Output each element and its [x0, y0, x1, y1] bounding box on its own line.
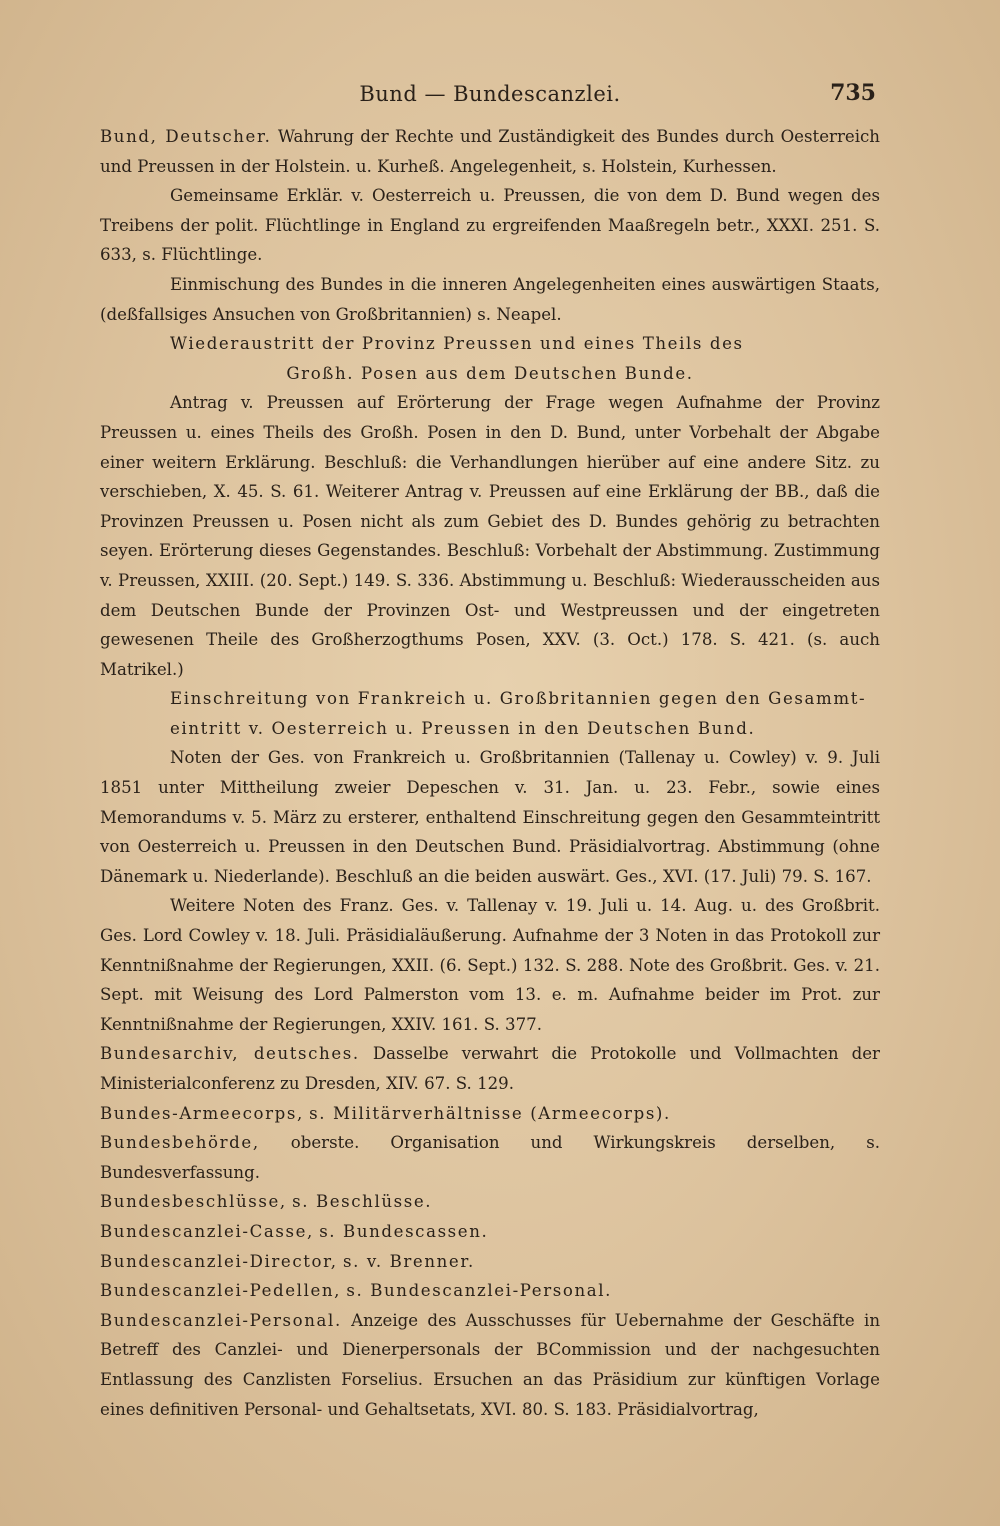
entry-text: Anzeige des Ausschusses für Uebernahme der Geschäfte in Betreff des Canzlei- und Dienerpersonals der BCommission und der nachgesuchten Entlassung des Canzlisten Forselius. Ersuchen an das Präsidium zur künftigen Vorlage eines definitiven Personal- und Gehaltsetats, XVI. 80. S. 183. Präsidialvortrag, [100, 1310, 881, 1419]
subheading-wiederaustritt-line1: Wiederaustritt der Provinz Preussen und eines Theils des [170, 334, 744, 354]
entry-heading: Bundescanzlei-Director, [100, 1251, 338, 1271]
entry-text: Dasselbe verwahrt die Protokolle und Vollmachten der Ministerialconferenz zu Dresden, XIV. 67. S. 129. [100, 1044, 880, 1093]
page-header [100, 80, 880, 112]
entry-bundescanzlei-director [100, 1247, 880, 1277]
entry-heading: Bundesbeschlüsse, [100, 1192, 287, 1212]
entry-bundescanzlei-casse [100, 1217, 880, 1247]
entry-heading: Bund, Deutscher. [100, 127, 272, 146]
entry-bundesbehoerde [100, 1128, 880, 1187]
entry-text: s. Militärverhältnisse (Armeecorps). [309, 1103, 671, 1123]
entry-heading: Bundescanzlei-Pedellen, [100, 1281, 342, 1301]
entry-bundescanzlei-personal [100, 1306, 880, 1424]
entry-text: s. Bundescanzlei-Personal. [346, 1281, 613, 1301]
entry-heading: Bundesarchiv, deutsches. [100, 1044, 360, 1064]
entry-bundesbeschluesse [100, 1187, 880, 1217]
entry-heading: Bundes-Armeecorps, [100, 1103, 304, 1123]
entry-bundesarchiv [100, 1039, 880, 1098]
page-number: 735 [830, 80, 876, 106]
entry-text: Wahrung der Rechte und Zuständigkeit des Bundes durch Oesterreich und Preussen in der Holstein. u. Kurheß. Angelegenheit, s. Holstein, Kurhessen. [100, 127, 880, 176]
subheading-einschreitung-line1: Einschreitung von Frankreich u. Großbritannien gegen den Gesammt- [170, 689, 867, 709]
entry-heading: Bundescanzlei-Personal. [100, 1310, 342, 1330]
subentry-einmischung: Einmischung des Bundes in die inneren Angelegenheiten eines auswärtigen Staats, (deßfallsiges Ansuchen von Großbritannien) s. Neapel. [100, 274, 880, 324]
index-body [100, 122, 880, 1424]
entry-heading: Bundescanzlei-Casse, [100, 1221, 314, 1241]
running-title: Bund — Bundescanzlei. [359, 82, 621, 106]
subentry-gemeinsame-erklaerung: Gemeinsame Erklär. v. Oesterreich u. Preussen, die von dem D. Bund wegen des Treibens der polit. Flüchtlinge in England zu ergreifenden Maaßregeln betr., XXXI. 251. S. 633, s. Flüchtlinge. [100, 186, 880, 265]
entry-bundescanzlei-pedellen [100, 1276, 880, 1306]
entry-heading: Bundesbehörde, [100, 1133, 260, 1153]
entry-bund-deutscher [100, 122, 880, 181]
subheading-wiederaustritt-line2: Großh. Posen aus dem Deutschen Bunde. [286, 363, 694, 383]
entry-text: s. Beschlüsse. [292, 1192, 433, 1212]
subentry-weitere-noten: Weitere Noten des Franz. Ges. v. Tallenay v. 19. Juli u. 14. Aug. u. des Großbrit. Ges. Lord Cowley v. 18. Juli. Präsidialäußerung. Aufnahme der 3 Noten in das Protokoll zur Kenntnißnahme der Regierungen, XXII. (6. Sept.) 132. S. 288. Note des Großbrit. Ges. v. 21. Sept. mit Weisung des Lord Palmerston vom 13. e. m. Aufnahme beider im Prot. zur Kenntnißnahme der Regierungen, XXIV. 161. S. 377. [100, 896, 880, 1034]
subentry-noten: Noten der Ges. von Frankreich u. Großbritannien (Tallenay u. Cowley) v. 9. Juli 1851 unter Mittheilung zweier Depeschen v. 31. Jan. u. 23. Febr., sowie eines Memorandums v. 5. März zu ersterer, enthaltend Einschreitung gegen den Gesammteintritt von Oesterreich u. Preussen in den Deutschen Bund. Präsidialvortrag. Abstimmung (ohne Dänemark u. Niederlande). Beschluß an die beiden auswärt. Ges., XVI. (17. Juli) 79. S. 167. [100, 748, 880, 886]
entry-bundes-armeecorps [100, 1099, 880, 1129]
entry-text: s. v. Brenner. [342, 1251, 475, 1271]
subheading-einschreitung-line2: eintritt v. Oesterreich u. Preussen in den Deutschen Bund. [170, 718, 756, 738]
entry-text: oberste. Organisation und Wirkungskreis derselben, s. Bundesverfassung. [100, 1133, 880, 1182]
subentry-antrag-preussen: Antrag v. Preussen auf Erörterung der Frage wegen Aufnahme der Provinz Preussen u. eines Theils des Großh. Posen in den D. Bund, unter Vorbehalt der Abgabe einer weitern Erklärung. Beschluß: die Verhandlungen hierüber auf eine andere Sitz. zu verschieben, X. 45. S. 61. Weiterer Antrag v. Preussen auf eine Erklärung der BB., daß die Provinzen Preussen u. Posen nicht als zum Gebiet des D. Bundes gehörig zu betrachten seyen. Erörterung dieses Gegenstandes. Beschluß: Vorbehalt der Abstimmung. Zustimmung v. Preussen, XXIII. (20. Sept.) 149. S. 336. Abstimmung u. Beschluß: Wiederausscheiden aus dem Deutschen Bunde der Provinzen Ost- und Westpreussen und der eingetreten gewesenen Theile des Großherzogthums Posen, XXV. (3. Oct.) 178. S. 421. (s. auch Matrikel.) [100, 393, 880, 679]
entry-text: s. Bundescassen. [319, 1221, 489, 1241]
